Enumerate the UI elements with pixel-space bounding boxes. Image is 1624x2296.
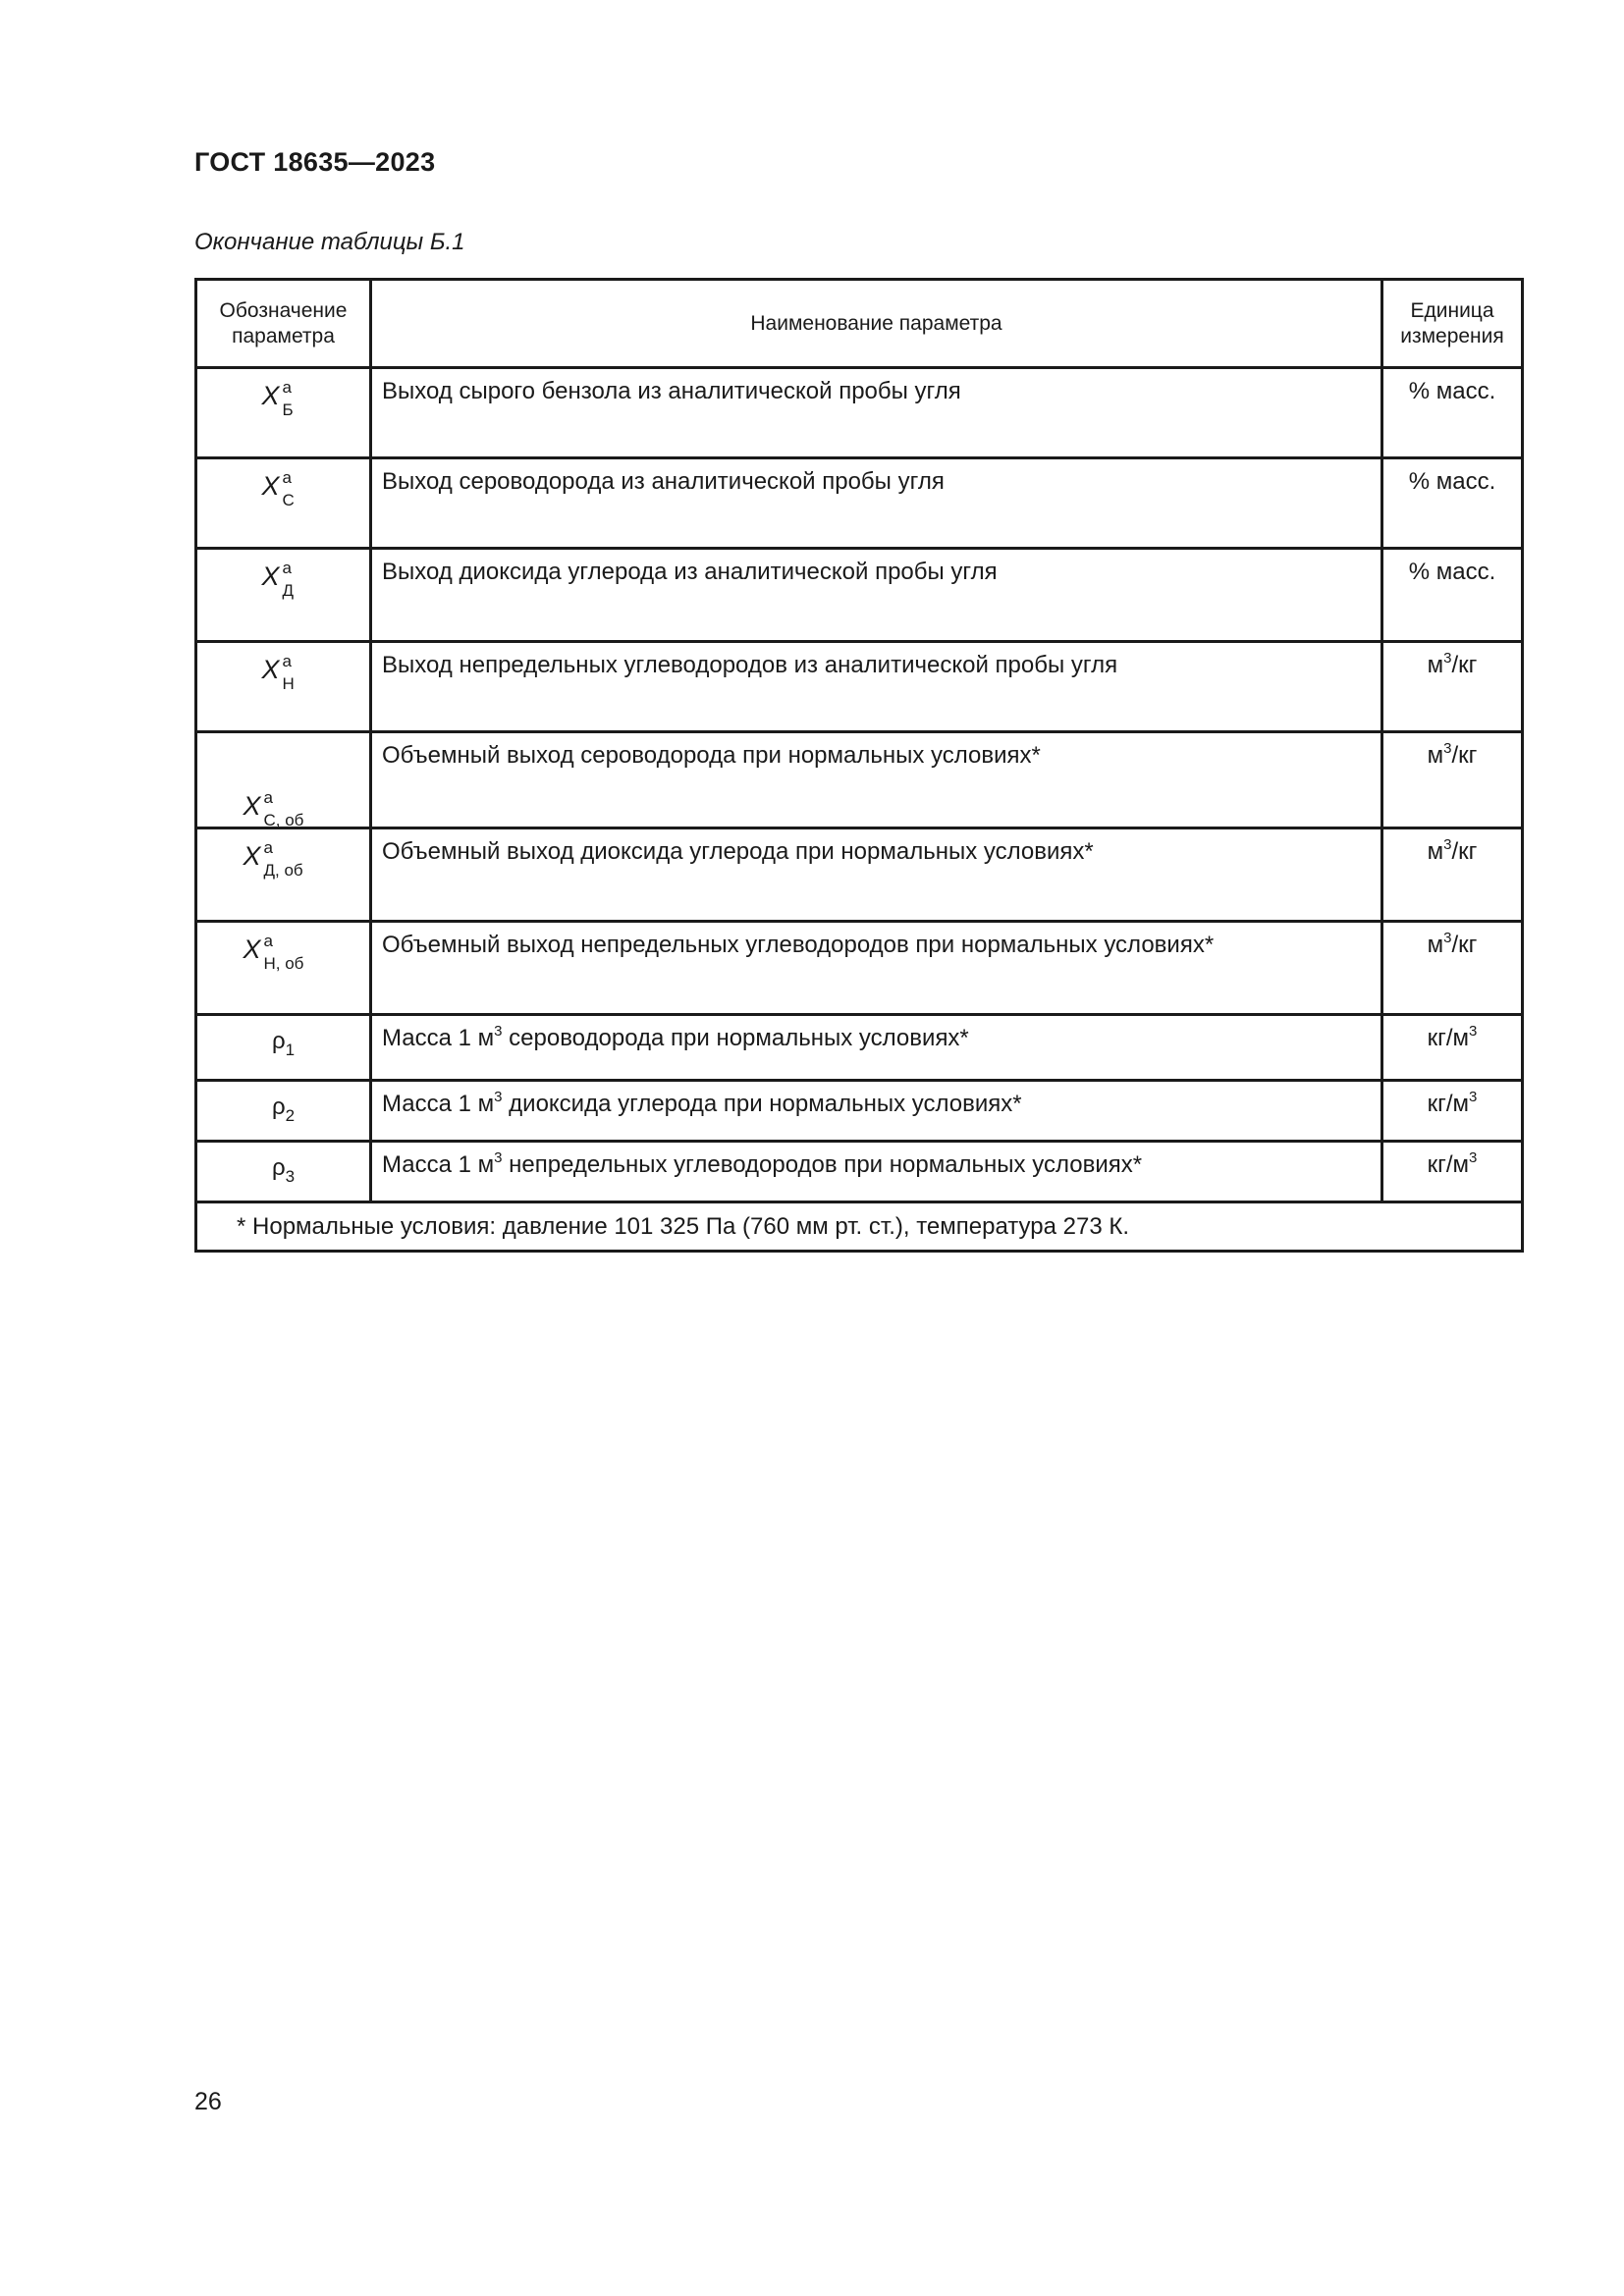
table-row xyxy=(196,642,1523,732)
parameter-symbol: X а Д xyxy=(261,559,294,600)
parameter-symbol: X а Д, об xyxy=(243,838,303,880)
unit-cell: $м^3/кг$ xyxy=(1382,732,1523,828)
parameter-symbol: $\rho_1$ xyxy=(271,1028,296,1059)
parameter-symbol: $\rho_3$ xyxy=(271,1154,296,1186)
symbol-cell xyxy=(196,732,371,828)
parameter-symbol: X а С, об xyxy=(243,788,304,829)
parameter-name: Масса 1 $м^3$ сероводорода при нормальных условиях* xyxy=(371,1015,1382,1081)
table-row xyxy=(196,1081,1523,1142)
column-header-symbol: Обозначение параметра xyxy=(196,280,371,368)
parameter-name: Масса 1 $м^3$ диоксида углерода при нормальных условиях* xyxy=(371,1081,1382,1142)
document-code: ГОСТ 18635—2023 xyxy=(194,147,436,177)
table-row xyxy=(196,549,1523,642)
unit-cell: % масс. xyxy=(1382,458,1523,549)
table-row xyxy=(196,922,1523,1015)
parameter-symbol: X а С xyxy=(261,468,295,509)
symbol-cell xyxy=(196,642,371,732)
unit-cell: % масс. xyxy=(1382,368,1523,458)
table-row xyxy=(196,1142,1523,1202)
table-footnote-row xyxy=(196,1202,1523,1252)
parameter-symbol: $\rho_2$ xyxy=(271,1094,296,1125)
parameter-name: Объемный выход непредельных углеводородов при нормальных условиях* xyxy=(371,922,1382,1015)
page-number: 26 xyxy=(194,2088,222,2115)
table-row xyxy=(196,828,1523,922)
parameter-name: Выход непредельных углеводородов из аналитической пробы угля xyxy=(371,642,1382,732)
column-header-name: Наименование параметра xyxy=(371,280,1382,368)
table-header-row xyxy=(196,280,1523,368)
symbol-cell xyxy=(196,1081,371,1142)
table-row xyxy=(196,368,1523,458)
symbol-cell xyxy=(196,549,371,642)
symbol-cell xyxy=(196,1142,371,1202)
column-header-unit: Единица измерения xyxy=(1382,280,1523,368)
unit-cell: $кг/м^3$ xyxy=(1382,1015,1523,1081)
unit-cell: $м^3/кг$ xyxy=(1382,828,1523,922)
parameter-symbol: X а Б xyxy=(261,378,294,419)
parameter-name: Масса 1 $м^3$ непредельных углеводородов при нормальных условиях* xyxy=(371,1142,1382,1202)
parameters-table xyxy=(194,278,1524,1253)
symbol-cell xyxy=(196,368,371,458)
parameter-name: Выход диоксида углерода из аналитической пробы угля xyxy=(371,549,1382,642)
parameter-symbol: X а Н, об xyxy=(243,932,304,973)
parameter-name: Выход сероводорода из аналитической пробы угля xyxy=(371,458,1382,549)
unit-cell: $кг/м^3$ xyxy=(1382,1081,1523,1142)
symbol-cell xyxy=(196,922,371,1015)
parameter-name: Выход сырого бензола из аналитической пробы угля xyxy=(371,368,1382,458)
unit-cell: $м^3/кг$ xyxy=(1382,922,1523,1015)
symbol-cell xyxy=(196,828,371,922)
unit-cell: $кг/м^3$ xyxy=(1382,1142,1523,1202)
parameter-name: Объемный выход сероводорода при нормальных условиях* xyxy=(371,732,1382,828)
unit-cell: % масс. xyxy=(1382,549,1523,642)
table-caption: Окончание таблицы Б.1 xyxy=(194,229,465,255)
table-row xyxy=(196,458,1523,549)
symbol-cell xyxy=(196,1015,371,1081)
unit-cell: $м^3/кг$ xyxy=(1382,642,1523,732)
table-row xyxy=(196,1015,1523,1081)
parameter-symbol: X а Н xyxy=(261,652,295,693)
table-row xyxy=(196,732,1523,828)
parameter-name: Объемный выход диоксида углерода при нормальных условиях* xyxy=(371,828,1382,922)
symbol-cell xyxy=(196,458,371,549)
table-footnote: * Нормальные условия: давление 101 325 Па (760 мм рт. ст.), температура 273 К. xyxy=(196,1202,1523,1252)
